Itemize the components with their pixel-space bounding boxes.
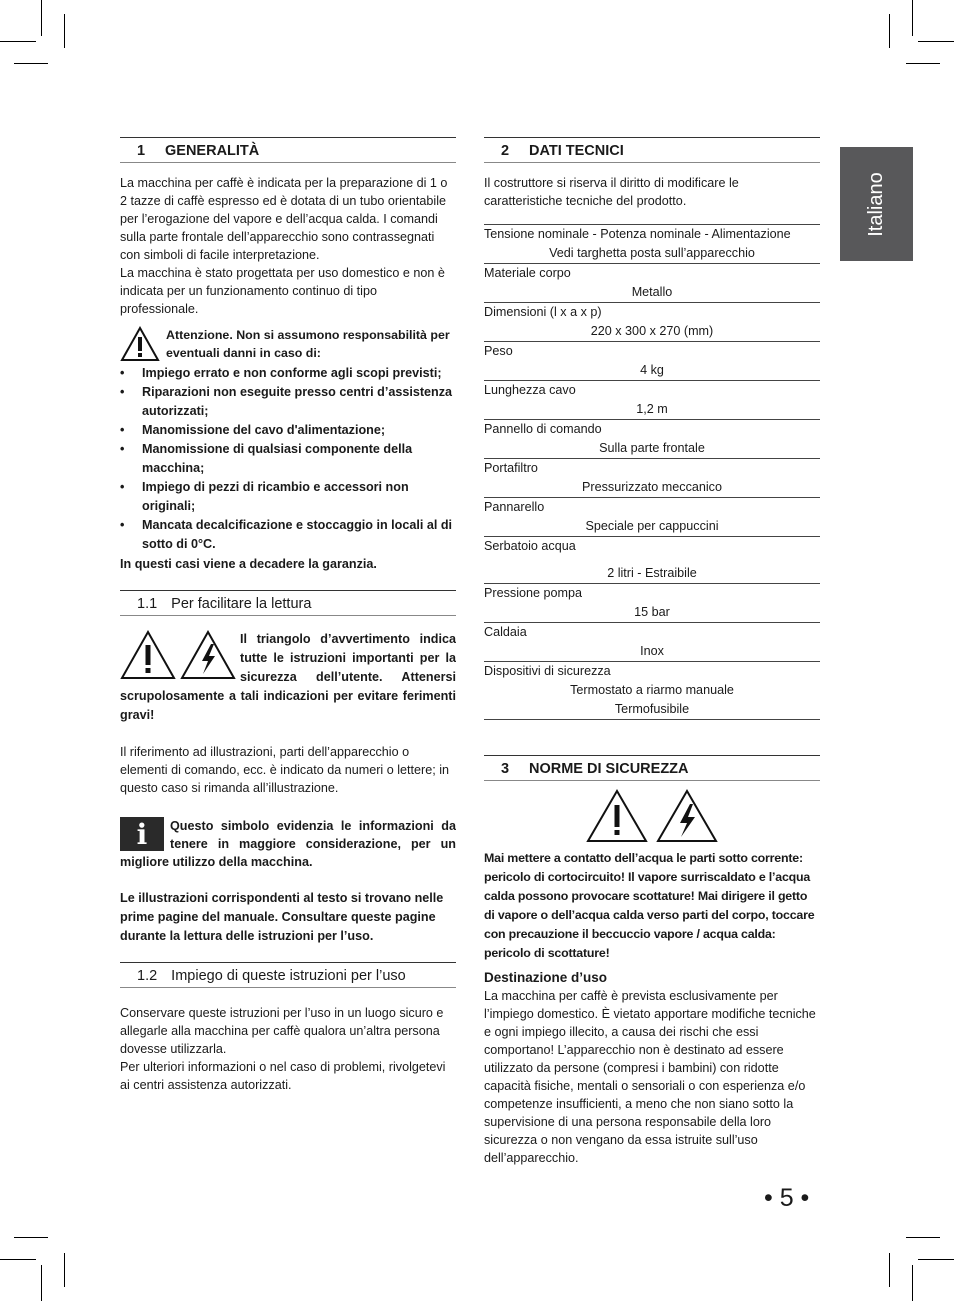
list-item: • Manomissione di qualsiasi componente della macchina; (120, 440, 456, 478)
section-title: DATI TECNICI (529, 142, 624, 159)
paragraph: Il costruttore si riserva il diritto di modificare le caratteristiche tecniche del prodotto. (484, 176, 739, 208)
section-number: 1.1 (137, 595, 158, 612)
subheading-destinazione: Destinazione d’uso (484, 970, 608, 985)
paragraph: La macchina per caffè è prevista esclusivamente per l’impiego domestico. È vietato apportare modifiche tecniche e ogni impiego illecito, a causa dei rischi che essi comportano! L’apparecchio non è destinato ad essere utilizzato da persone (compresi i bambini) con ridotte capacità fisiche, mentali o sensoriali o con esperienza e/o competenze insufficienti, a meno che non siano sotto la supervisione di una persona responsabile della loro sicurezza o non vengano da essa istruite sull’uso dell’apparecchio. (484, 989, 816, 1165)
paragraph: Conservare queste istruzioni per l’uso in un luogo sicuro e allegarle alla macchina per caffè qualora un’altra persona dovesse utilizzarla. (120, 1006, 444, 1056)
reference-text: Il riferimento ad illustrazioni, parti dell’apparecchio o elementi di comando, ecc. è indicato da numeri o lettere; in questo caso si rimanda all’illustrazione. (120, 745, 450, 795)
paragraph: La macchina è stato progettata per uso domestico e non è indicata per un funzionamento continuo di tipo professionale. (120, 266, 445, 316)
spec-value: 1,2 m (636, 402, 668, 416)
spec-table (484, 224, 820, 720)
crop-mark (918, 1259, 954, 1260)
list-item: • Manomissione del cavo d'alimentazione; (120, 421, 456, 440)
spec-value: Termofusibile (614, 702, 690, 716)
spec-row (484, 537, 820, 584)
section-title: GENERALITÀ (165, 142, 260, 159)
spec-row (484, 225, 820, 264)
paragraph: Per ulteriori informazioni o nel caso di problemi, rivolgetevi ai centri assistenza autorizzati. (120, 1060, 446, 1092)
spec-value: Metallo (631, 285, 673, 299)
spec-label: Lunghezza cavo (484, 383, 576, 397)
spec-row (484, 420, 820, 459)
warning-triangle-icon (120, 326, 160, 362)
crop-mark (41, 1265, 42, 1301)
info-block (120, 817, 456, 871)
spec-value: Inox (640, 644, 664, 658)
spec-label: Caldaia (484, 625, 527, 639)
section-heading-dati-tecnici (484, 137, 820, 163)
paragraph: La macchina per caffè è indicata per la preparazione di 1 o 2 tazze di caffè espresso ed è dotata di un tubo orientabile per l’erogazione del vapore e dell’acqua calda. I comandi sulla parte frontale dell’apparecchio sono contrassegnati con simboli di facile interpretazione. (120, 176, 448, 262)
spec-row (484, 264, 820, 303)
spec-label: Dimensioni (l x a x p) (484, 305, 602, 319)
list-item: • Impiego di pezzi di ricambio e accessori non originali; (120, 478, 456, 516)
spec-value: Sulla parte frontale (599, 441, 705, 455)
spec-label: Portafiltro (484, 461, 538, 475)
crop-mark (64, 1253, 65, 1287)
crop-mark (918, 41, 954, 42)
spec-value: Speciale per cappuccini (585, 519, 719, 533)
right-column (484, 137, 820, 1167)
spec-label: Dispositivi di sicurezza (484, 664, 611, 678)
crop-mark (14, 1237, 48, 1238)
spec-label: Pannarello (484, 500, 545, 514)
warning-block (120, 326, 456, 362)
spec-value: 15 bar (634, 605, 670, 619)
warning-triangle-icon (120, 630, 176, 680)
section-heading-norme-sicurezza (484, 755, 820, 781)
spec-label: Materiale corpo (484, 266, 571, 280)
left-column (120, 137, 456, 1094)
spec-row (484, 498, 820, 537)
list-item: • Mancata decalcificazione e stoccaggio in locali al di sotto di 0°C. (120, 516, 456, 554)
crop-mark (14, 63, 48, 64)
crop-mark (889, 14, 890, 48)
info-icon: i (120, 817, 164, 851)
electric-hazard-icon (656, 789, 718, 843)
language-label: Italiano (865, 171, 887, 237)
list-item: • Impiego errato e non conforme agli scopi previsti; (120, 364, 456, 383)
section-heading-impiego (120, 962, 456, 988)
spec-value: Termostato a riarmo manuale (570, 683, 734, 697)
section-number: 1 (137, 142, 146, 159)
section-heading-lettura (120, 590, 456, 616)
list-item: • Riparazioni non eseguite presso centri d’assistenza autorizzati; (120, 383, 456, 421)
spec-row (484, 584, 820, 623)
crop-mark (0, 1259, 36, 1260)
spec-row (484, 459, 820, 498)
crop-mark (0, 41, 36, 42)
warning-intro: Attenzione. Non si assumono responsabilità per eventuali danni in caso di: (166, 328, 450, 360)
spec-value: 220 x 300 x 270 (mm) (590, 324, 714, 338)
section-title: Per facilitare la lettura (171, 595, 312, 612)
section-number: 2 (501, 142, 510, 159)
spec-value: 4 kg (640, 363, 664, 377)
spec-row (484, 342, 820, 381)
spec-label: Serbatoio acqua (484, 539, 576, 553)
spec-label: Pannello di comando (484, 422, 602, 436)
crop-mark (912, 0, 913, 36)
spec-row (484, 662, 820, 720)
spec-label: Pressione pompa (484, 586, 583, 600)
info-text: Questo simbolo evidenzia le informazioni da tenere in maggiore considerazione, per un migliore utilizzo della macchina. (120, 819, 456, 869)
crop-mark (889, 1253, 890, 1287)
liability-list (120, 364, 456, 554)
spec-row (484, 623, 820, 662)
section-title: NORME DI SICUREZZA (529, 760, 689, 777)
page-number: • 5 • (764, 1184, 810, 1212)
spec-label: Tensione nominale - Potenza nominale - Alimentazione (484, 227, 791, 241)
spec-row (484, 381, 820, 420)
section-title: Impiego di queste istruzioni per l’uso (171, 967, 406, 984)
illustrations-note: Le illustrazioni corrispondenti al testo si trovano nelle prime pagine del manuale. Consultare queste pagine durante la lettura delle istruzioni per l’uso. (120, 891, 444, 943)
warning-triangle-icon (586, 789, 648, 843)
crop-mark (912, 1265, 913, 1301)
spec-value: 2 litri - Estraibile (607, 566, 697, 580)
safety-warning: Mai mettere a contatto dell’acqua le parti sotto corrente: pericolo di cortocircuito! Il vapore surriscaldato e l’acqua calda possono provocare scottature! Mai dirigere il getto di vapore o dell’acqua calda verso parti del corpo, toccare con precauzione il beccuccio vapore / acqua calda: pericolo di scottature! (484, 851, 815, 960)
warning-icons (120, 630, 236, 680)
triangle-text: Il triangolo d’avvertimento indica tutte le istruzioni importanti per la sicurezza dell’utente. Attenersi scrupolosamente a tali indicazioni per evitare ferimenti gravi! (120, 632, 456, 722)
crop-mark (906, 63, 940, 64)
spec-label: Peso (484, 344, 513, 358)
spec-value: Pressurizzato meccanico (582, 480, 722, 494)
triangle-explanation (120, 630, 456, 725)
warranty-note: In questi casi viene a decadere la garanzia. (120, 557, 377, 571)
crop-mark (41, 0, 42, 36)
crop-mark (64, 14, 65, 48)
safety-icons (484, 789, 820, 843)
section-number: 1.2 (137, 967, 158, 984)
spec-value: Vedi targhetta posta sull’apparecchio (549, 246, 755, 260)
section-number: 3 (501, 760, 510, 777)
crop-mark (906, 1237, 940, 1238)
language-tab (840, 147, 913, 261)
electric-hazard-icon (180, 630, 236, 680)
spec-row (484, 303, 820, 342)
section-heading-generalita (120, 137, 456, 163)
